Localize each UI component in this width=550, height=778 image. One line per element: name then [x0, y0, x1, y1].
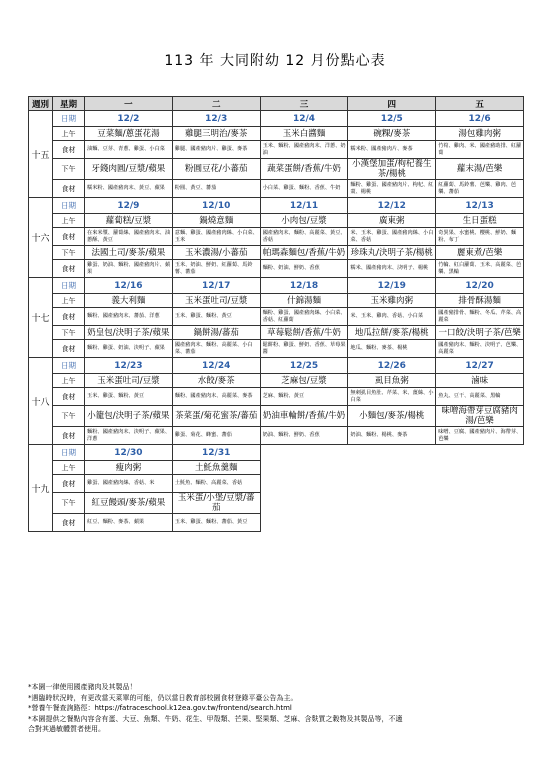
am-snack-cell: 鍋燒意麵 [172, 214, 260, 228]
empty-cell [348, 475, 436, 493]
empty-cell [348, 461, 436, 475]
row-label: 食材 [53, 260, 85, 278]
am-ingredients-cell: 芝麻、麵粉、黃豆 [260, 388, 348, 406]
am-snack-cell: 生日蛋糕 [436, 214, 524, 228]
row-label: 食材 [53, 340, 85, 358]
date-cell: 12/4 [260, 111, 348, 127]
row-label: 日期 [53, 278, 85, 294]
pm-snack-cell: 蔬菜蛋餅/香蕉/牛奶 [260, 159, 348, 180]
am-snack-cell: 土魠魚羹麵 [172, 461, 260, 475]
am-snack-cell: 排骨酥湯麵 [436, 294, 524, 308]
week-row [29, 388, 524, 406]
week-row [29, 278, 524, 294]
am-ingredients-cell: 雞蛋、國產豬肉絲、香菇、米 [85, 475, 173, 493]
pm-ingredients-cell: 糯米粉、國產豬肉末、黃豆、蘋果 [85, 180, 173, 198]
week-row [29, 228, 524, 246]
week-row [29, 461, 524, 475]
header-day: 星期 [53, 97, 85, 111]
header-day-tue: 二 [172, 97, 260, 111]
week-number: 十九 [29, 445, 53, 532]
pm-ingredients-cell: 國產豬肉末、麵粉、決明子、芭樂、高麗菜 [436, 340, 524, 358]
pm-snack-cell: 小籠包/決明子茶/蘋果 [85, 406, 173, 427]
empty-cell [260, 461, 348, 475]
row-label: 食材 [53, 514, 85, 532]
pm-ingredients-cell: 紅豆、麵粉、麥茶、蘋果 [85, 514, 173, 532]
row-label: 日期 [53, 198, 85, 214]
empty-cell [260, 475, 348, 493]
pm-snack-cell: 鍋餅湯/蕃茄 [172, 326, 260, 340]
am-snack-cell: 虱目魚粥 [348, 374, 436, 388]
week-row [29, 214, 524, 228]
am-snack-cell: 滷味 [436, 374, 524, 388]
pm-ingredients-cell: 竹輪、紅白蘿蔔、玉米、高麗菜、芭樂、黑輪 [436, 260, 524, 278]
row-label: 日期 [53, 358, 85, 374]
pm-ingredients-cell: 味噌、豆腐、國產豬肉片、海帶芽、芭樂 [436, 427, 524, 445]
row-label: 上午 [53, 374, 85, 388]
am-ingredients-cell: 雞腿、國產豬肉片、雞蛋、麥茶 [172, 141, 260, 159]
week-row [29, 246, 524, 260]
week-number: 十七 [29, 278, 53, 358]
am-ingredients-cell: 在來米漿、蘿蔔絲、國產豬肉末、油蔥酥、黃豆 [85, 228, 173, 246]
pm-snack-cell: 茶菜蛋/菊花蜜茶/蕃茄 [172, 406, 260, 427]
pm-snack-cell: 草莓鬆餅/香蕉/牛奶 [260, 326, 348, 340]
date-cell: 12/19 [348, 278, 436, 294]
pm-ingredients-cell: 雞蛋、菊花、蜂蜜、蕃茄 [172, 427, 260, 445]
note-line: *本園一律使用國產豬肉及其製品！ [28, 683, 137, 691]
week-row [29, 358, 524, 374]
row-label: 下午 [53, 246, 85, 260]
pm-snack-cell: 粉圓豆花/小蕃茄 [172, 159, 260, 180]
week-row [29, 308, 524, 326]
am-snack-cell: 雞腿三明治/麥茶 [172, 127, 260, 141]
pm-snack-cell: 牙錢肉圓/豆漿/蘋果 [85, 159, 173, 180]
pm-snack-cell: 奶油車輪餅/香蕉/牛奶 [260, 406, 348, 427]
notes [28, 682, 528, 735]
pm-snack-cell: 玉米蛋/小堡/豆漿/蕃茄 [172, 493, 260, 514]
am-ingredients-cell: 奇異果、水蜜桃、櫻桃、鮮奶、麵粉、布丁 [436, 228, 524, 246]
date-cell: 12/12 [348, 198, 436, 214]
empty-cell [436, 461, 524, 475]
note-line: 合對其過敏體質者使用。 [28, 725, 105, 733]
week-row [29, 406, 524, 427]
week-number: 十五 [29, 111, 53, 198]
date-cell: 12/26 [348, 358, 436, 374]
date-cell: 12/27 [436, 358, 524, 374]
am-ingredients-cell: 米、玉米、雞蛋、國產豬肉絲、小白菜、香菇 [348, 228, 436, 246]
pm-ingredients-cell: 糯米、國產豬肉末、決明子、楊桃 [348, 260, 436, 278]
pm-snack-cell: 麗東煮/芭樂 [436, 246, 524, 260]
row-label: 食材 [53, 228, 85, 246]
am-snack-cell: 瘦肉粥 [85, 461, 173, 475]
am-ingredients-cell: 無刺虱目魚肚、芹菜、米、薑絲、小白菜 [348, 388, 436, 406]
am-snack-cell: 什錦湯麵 [260, 294, 348, 308]
header-day-thu: 四 [348, 97, 436, 111]
pm-ingredients-cell: 雞蛋、奶油、麵粉、國產豬肉片、蘋果 [85, 260, 173, 278]
pm-snack-cell: 一口餃/決明子茶/芭樂 [436, 326, 524, 340]
pm-ingredients-cell: 地瓜、麵粉、麥茶、楊桃 [348, 340, 436, 358]
am-snack-cell: 豆菜麵/蔥蛋花湯 [85, 127, 173, 141]
am-ingredients-cell: 意麵、雞蛋、國產豬肉絲、小白菜、玉米 [172, 228, 260, 246]
pm-ingredients-cell: 奶油、麵粉、楊桃、麥茶 [348, 427, 436, 445]
am-ingredients-cell: 魚丸、豆干、高麗菜、黑輪 [436, 388, 524, 406]
am-ingredients-cell: 國產豬排骨、麵粉、冬瓜、芹菜、高麗菜 [436, 308, 524, 326]
pm-snack-cell: 小漢堡加蛋/枸杞養生茶/楊桃 [348, 159, 436, 180]
week-row [29, 111, 524, 127]
pm-ingredients-cell: 麵粉、奶油、鮮奶、香蕉 [260, 260, 348, 278]
date-cell: 12/18 [260, 278, 348, 294]
date-cell: 12/2 [85, 111, 173, 127]
pm-ingredients-cell: 奶油、麵粉、鮮奶、香蕉 [260, 427, 348, 445]
empty-cell [348, 445, 436, 461]
week-row [29, 260, 524, 278]
date-cell: 12/3 [172, 111, 260, 127]
row-label: 上午 [53, 127, 85, 141]
am-ingredients-cell: 國產豬肉末、麵粉、高麗菜、黃豆、香菇 [260, 228, 348, 246]
row-label: 食材 [53, 475, 85, 493]
row-label: 食材 [53, 308, 85, 326]
am-ingredients-cell: 玉米、雞蛋、麵粉、黃豆 [85, 388, 173, 406]
date-cell: 12/6 [436, 111, 524, 127]
row-label: 食材 [53, 388, 85, 406]
date-cell: 12/10 [172, 198, 260, 214]
am-snack-cell: 玉米蛋吐司/豆漿 [172, 294, 260, 308]
empty-cell [436, 514, 524, 532]
am-ingredients-cell: 麵粉、國產豬肉末、蕃茄、洋蔥 [85, 308, 173, 326]
week-row [29, 180, 524, 198]
note-line: *遇臨時狀況時，有更改當天菜單的可能，仍以當日教育部校園食材登錄平臺公告為主。 [28, 693, 298, 702]
date-cell: 12/20 [436, 278, 524, 294]
row-label: 下午 [53, 326, 85, 340]
week-row [29, 374, 524, 388]
am-snack-cell: 湯包雞肉粥 [436, 127, 524, 141]
pm-snack-cell: 帕瑪森麵包/香蕉/牛奶 [260, 246, 348, 260]
am-snack-cell: 蘿蔔糕/豆漿 [85, 214, 173, 228]
week-number: 十六 [29, 198, 53, 278]
date-cell: 12/17 [172, 278, 260, 294]
date-cell: 12/31 [172, 445, 260, 461]
date-cell: 12/13 [436, 198, 524, 214]
am-ingredients-cell: 土魠魚、麵粉、高麗菜、香菇 [172, 475, 260, 493]
am-snack-cell: 水餃/麥茶 [172, 374, 260, 388]
empty-cell [436, 493, 524, 514]
snack-menu-table [28, 96, 524, 532]
pm-snack-cell: 味噌海帶芽豆腐豬肉湯/芭樂 [436, 406, 524, 427]
row-label: 下午 [53, 406, 85, 427]
menu-body [29, 111, 524, 532]
am-ingredients-cell: 玉米、雞蛋、麵粉、黃豆 [172, 308, 260, 326]
row-label: 下午 [53, 159, 85, 180]
pm-ingredients-cell: 麵粉、國產豬肉末、決明子、蘋果、洋蔥 [85, 427, 173, 445]
date-cell: 12/23 [85, 358, 173, 374]
am-ingredients-cell: 油麵、豆芽、青蔥、雞蛋、小白菜 [85, 141, 173, 159]
empty-cell [260, 493, 348, 514]
pm-ingredients-cell: 小白菜、雞蛋、麵粉、香蕉、牛奶 [260, 180, 348, 198]
pm-snack-cell: 玉米濃湯/小蕃茄 [172, 246, 260, 260]
row-label: 日期 [53, 445, 85, 461]
pm-snack-cell: 紅豆饅頭/麥茶/蘋果 [85, 493, 173, 514]
empty-cell [348, 493, 436, 514]
pm-snack-cell: 蘿末湯/芭樂 [436, 159, 524, 180]
header-day-wed: 三 [260, 97, 348, 111]
header-row [29, 97, 524, 111]
row-label: 食材 [53, 141, 85, 159]
row-label: 食材 [53, 180, 85, 198]
page-title: 113 年 大同附幼 12 月份點心表 [164, 53, 386, 69]
week-number: 十八 [29, 358, 53, 445]
week-row [29, 445, 524, 461]
week-row [29, 326, 524, 340]
week-row [29, 159, 524, 180]
am-ingredients-cell: 米、玉米、雞肉、香菇、小白菜 [348, 308, 436, 326]
pm-ingredients-cell: 玉米、奶油、鮮奶、紅蘿蔔、馬鈴薯、蕃茄 [172, 260, 260, 278]
week-row [29, 198, 524, 214]
week-row [29, 514, 524, 532]
am-ingredients-cell: 麵粉、國產豬肉末、高麗菜、麥茶 [172, 388, 260, 406]
pm-ingredients-cell: 玉米、雞蛋、麵粉、蕃茄、黃豆 [172, 514, 260, 532]
pm-snack-cell: 法國土司/麥茶/蘋果 [85, 246, 173, 260]
week-row [29, 127, 524, 141]
pm-snack-cell: 奶皇包/決明子茶/蘋果 [85, 326, 173, 340]
am-ingredients-cell: 糯米粉、國產豬肉片、麥茶 [348, 141, 436, 159]
row-label: 上午 [53, 214, 85, 228]
pm-snack-cell: 珍珠丸/決明子茶/楊桃 [348, 246, 436, 260]
pm-ingredients-cell: 鬆餅粉、雞蛋、鮮奶、香蕉、草莓果醬 [260, 340, 348, 358]
week-row [29, 427, 524, 445]
date-cell: 12/11 [260, 198, 348, 214]
date-cell: 12/25 [260, 358, 348, 374]
pm-snack-cell: 小麵包/麥茶/楊桃 [348, 406, 436, 427]
note-line: *本園提供之餐點內容含有蛋、大豆、魚類、牛奶、花生、甲殼類、芒果、堅果類、芝麻、含麩質之穀物及其製品等，不適 [28, 714, 403, 723]
date-cell: 12/16 [85, 278, 173, 294]
am-snack-cell: 小肉包/豆漿 [260, 214, 348, 228]
header-day-mon: 一 [85, 97, 173, 111]
header-week: 週別 [29, 97, 53, 111]
note-line: *營養午餐查詢路徑：https://fatraceschool.k12ea.gov.tw/frontend/search.html [28, 704, 292, 712]
pm-ingredients-cell: 國產豬肉末、麵粉、高麗菜、小白菜、蕃茄 [172, 340, 260, 358]
pm-ingredients-cell: 紅蘿蔔、馬鈴薯、芭樂、雞肉、芭樂、蕃茄 [436, 180, 524, 198]
am-ingredients-cell: 麵粉、雞蛋、國產豬肉絲、小白菜、香菇、紅蘿蔔 [260, 308, 348, 326]
pm-snack-cell: 地瓜拉餅/麥茶/楊桃 [348, 326, 436, 340]
date-cell: 12/24 [172, 358, 260, 374]
week-row [29, 340, 524, 358]
pm-ingredients-cell: 粉圓、黃豆、蕃茄 [172, 180, 260, 198]
row-label: 上午 [53, 461, 85, 475]
empty-cell [260, 514, 348, 532]
date-cell: 12/5 [348, 111, 436, 127]
am-snack-cell: 玉米雞肉粥 [348, 294, 436, 308]
row-label: 上午 [53, 294, 85, 308]
am-snack-cell: 碗粿/麥茶 [348, 127, 436, 141]
am-ingredients-cell: 竹筍、雞肉、米、國產豬助排、紅蘿蔔 [436, 141, 524, 159]
row-label: 食材 [53, 427, 85, 445]
week-row [29, 493, 524, 514]
header-day-fri: 五 [436, 97, 524, 111]
am-snack-cell: 玉米蛋吐司/豆漿 [85, 374, 173, 388]
am-snack-cell: 廣東粥 [348, 214, 436, 228]
week-row [29, 141, 524, 159]
row-label: 日期 [53, 111, 85, 127]
am-ingredients-cell: 玉米、麵粉、國產豬肉末、洋蔥、奶油 [260, 141, 348, 159]
empty-cell [260, 445, 348, 461]
date-cell: 12/9 [85, 198, 173, 214]
am-snack-cell: 芝麻包/豆漿 [260, 374, 348, 388]
week-row [29, 294, 524, 308]
row-label: 下午 [53, 493, 85, 514]
week-row [29, 475, 524, 493]
am-snack-cell: 玉米白醬麵 [260, 127, 348, 141]
empty-cell [436, 445, 524, 461]
pm-ingredients-cell: 麵粉、雞蛋、奶油、決明子、蘋果 [85, 340, 173, 358]
am-snack-cell: 義大利麵 [85, 294, 173, 308]
empty-cell [348, 514, 436, 532]
pm-ingredients-cell: 麵粉、雞蛋、國產豬肉片、枸杞、紅棗、楊桃 [348, 180, 436, 198]
date-cell: 12/30 [85, 445, 173, 461]
empty-cell [436, 475, 524, 493]
